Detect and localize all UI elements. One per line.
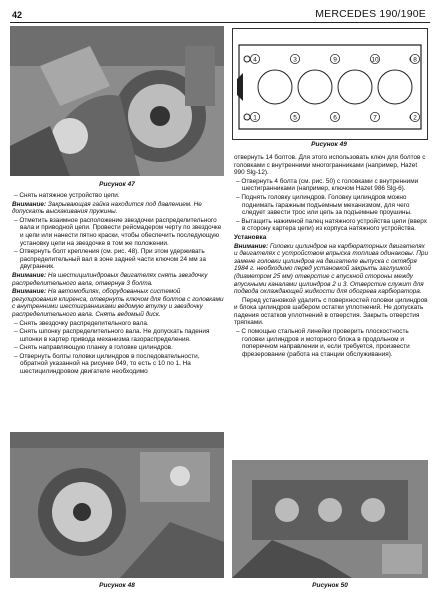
bullet-text: С помощью стальной линейки проверить плоскостность головки цилиндров и моторного блока в продольном и поперечном направлении и, если требуется, произвести фрезерование (работа на станции обслуживания). <box>241 328 410 358</box>
bullet-item <box>12 353 224 376</box>
bolt-number: 1 <box>253 114 257 122</box>
bullet-text: Отвернуть болты головки цилиндров в последовательности, обратной указанной на рисунке 049, то есть с 10 по 1. На шестицилиндровом двигателе необходимо <box>19 352 200 376</box>
bullet-text: Снять шпонку распределительного вала. Не допускать падения шпонки в картер привода механизма газораспределения. <box>19 328 210 343</box>
section-heading: Установка <box>234 233 267 241</box>
warning-label: Внимание: <box>12 271 47 279</box>
bullet-item <box>234 194 428 217</box>
bullet-dash: – <box>14 192 20 199</box>
bullet-dash: – <box>236 328 242 336</box>
header-rule <box>10 22 430 23</box>
bolt-number: 9 <box>333 56 337 64</box>
figure-47-caption: Рисунок 47 <box>99 181 135 188</box>
bolt-number: 3 <box>293 56 297 64</box>
bullet-item <box>234 178 428 193</box>
bullet-item <box>12 320 224 328</box>
warning-text: Закрывающая гайка находится под давлением. Не допускать выскакивания пружины. <box>12 200 202 216</box>
bullet-item <box>12 328 224 343</box>
bullet-text: Поднять головку цилиндров. Головку цилиндров можно поднимать гаражным подъемным механизмом, для чего следует завести трос или цепь за подъемные проушины. <box>241 193 412 217</box>
bolt-number: 2 <box>413 114 417 122</box>
bullet-dash: – <box>14 352 20 360</box>
figure-47-photo <box>10 26 224 176</box>
bullet-dash: – <box>14 319 20 327</box>
warning-note <box>12 288 224 318</box>
bullet-item <box>234 328 428 358</box>
bullet-dash: – <box>14 248 20 256</box>
bolt-number: 6 <box>333 114 337 122</box>
paragraph: Перед установкой удалить с поверхностей головки цилиндров и блока цилиндров шабером остатки уплотнений. Не допускать падения остатков уплотнений в отверстия. Закрыть отверстия тряпками. <box>234 296 428 327</box>
left-text-column <box>12 192 224 428</box>
bullet-text: Отметить взаимное расположение звездочки распределительного вала и приводной цепи. Провести рейсмадером черту по звездочке и цепи или нанести пятно краски, чтобы обеспечить последующую установку цепи на звездочке в том же положении. <box>19 216 222 247</box>
cylinder-head-bolt-sequence <box>233 29 427 139</box>
bullet-item <box>234 218 428 233</box>
warning-label: Внимание: <box>12 200 47 208</box>
paragraph: отвернуть 14 болтов. Для этого использовать ключ для болтов с головками с внутренними многогранниками (например, Hazet 990 Slg-12). <box>234 154 426 177</box>
bolt-number: 8 <box>413 56 417 64</box>
bullet-text: Снять звездочку распределительного вала. <box>19 319 149 327</box>
figure-48-caption: Рисунок 48 <box>99 582 135 589</box>
bullet-dash: – <box>236 177 242 185</box>
right-text-column <box>234 154 428 458</box>
bolt-number: 4 <box>253 56 257 64</box>
warning-note <box>12 201 224 216</box>
warning-label: Внимание: <box>234 242 269 250</box>
bolt-number: 5 <box>293 114 297 122</box>
page-number: 42 <box>12 10 23 20</box>
bullet-text: Отвернуть 4 болта (см. рис. 50) с головками с внутренними шестигранниками (например, ключом Hazet 986 Slg-6). <box>241 177 419 193</box>
bullet-text: Снять натяжное устройство цепи. <box>19 192 120 199</box>
running-title: MERCEDES 190/190E <box>315 8 426 20</box>
figure-50-caption: Рисунок 50 <box>312 582 348 589</box>
bullet-dash: – <box>236 217 242 225</box>
warning-label: Внимание: <box>12 288 47 296</box>
warning-note <box>12 272 224 287</box>
bolt-number: 10 <box>371 56 379 64</box>
bullet-item <box>12 248 224 271</box>
bolt-number: 7 <box>373 114 377 122</box>
bullet-item <box>12 217 224 247</box>
warning-text: На автомобилях, оборудованных системой регулирования клиренса, отвернуть ключом для болтов с головками с внутренними шестигранниками ведомую втулку и звездочку распределительного вала. Снять ведомый диск. <box>12 288 224 318</box>
bullet-text: Вытащить нажимной палец натяжного устройства цепи (вверх в сторону картера цепи) из корпуса натяжного устройства. <box>241 217 427 233</box>
bullet-item <box>12 344 224 352</box>
bullet-dash: – <box>14 216 20 224</box>
bullet-dash: – <box>236 193 242 201</box>
figure-49-caption: Рисунок 49 <box>311 141 347 148</box>
bullet-dash: – <box>14 344 20 352</box>
bullet-dash: – <box>14 328 20 336</box>
bullet-item <box>12 192 224 200</box>
bullet-text: Отвернуть болт крепления (см. рис. 48). При этом удерживать распределительный вал в зоне задней части ключом 24 мм за двугранник. <box>19 248 206 271</box>
figure-49-diagram <box>232 28 428 140</box>
warning-text: Головки цилиндров на карбюраторных двигателях и двигателях с устройством впрыска топлива одинаковы. При замене головки цилиндров на двигателе выпуска с октября 1984 г. необходимо перед установкой закрыть заглушкой (диаметром 25 мм) отверстие с впускной стороны между впускными каналами цилиндров 2 и 3. Отверстие служит для подвода охлаждающей жидкости для обогрева карбюратора. <box>234 242 429 296</box>
figure-50-photo <box>232 460 428 578</box>
warning-note <box>234 243 428 296</box>
figure-48-photo <box>10 432 224 578</box>
warning-text: На шестицилиндровых двигателях снять звездочку распределительного вала, отвернув 3 болта. <box>12 271 208 287</box>
bullet-text: Снять направляющую планку в головке цилиндров. <box>19 344 173 352</box>
